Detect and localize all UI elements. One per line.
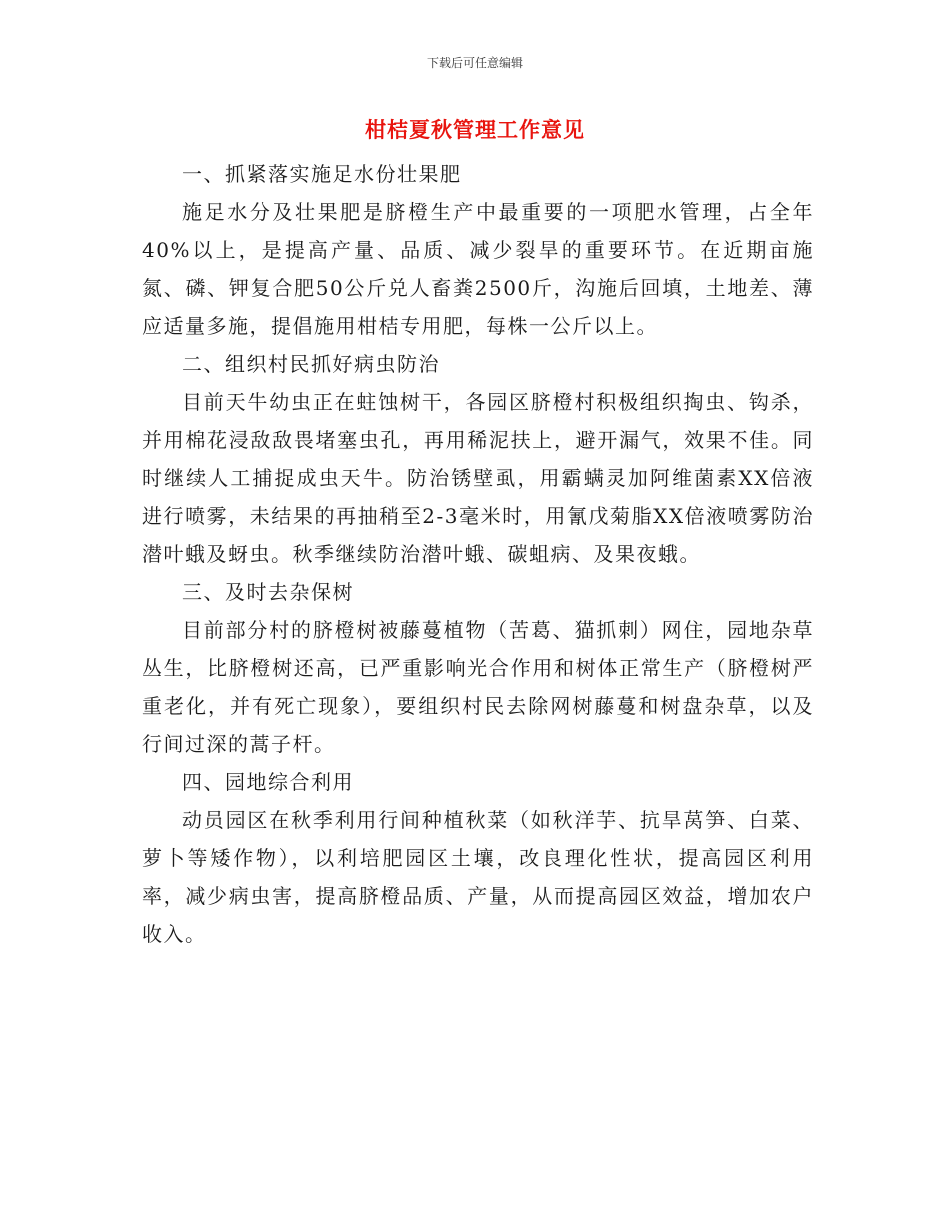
section-heading-1: 一、抓紧落实施足水份壮果肥 xyxy=(182,162,462,186)
section-heading-2: 二、组织村民抓好病虫防治 xyxy=(182,352,440,376)
section-heading-3: 三、及时去杂保树 xyxy=(182,580,354,604)
document-title: 柑桔夏秋管理工作意见 xyxy=(365,118,585,142)
document-body xyxy=(142,155,814,953)
section-paragraph-1: 施足水分及壮果肥是脐橙生产中最重要的一项肥水管理，占全年40%以上，是提高产量、品质、减少裂旱的重要环节。在近期亩施氮、磷、钾复合肥50公斤兑人畜粪2500斤，沟施后回填，土地差、薄应适量多施，提倡施用柑桔专用肥，每株一公斤以上。 xyxy=(142,200,814,338)
section-heading-4: 四、园地综合利用 xyxy=(182,770,354,794)
header-note: 下载后可任意编辑 xyxy=(426,56,523,70)
section-paragraph-3: 目前部分村的脐橙树被藤蔓植物（苦葛、猫抓刺）网住，园地杂草丛生，比脐橙树还高，已严重影响光合作用和树体正常生产（脐橙树严重老化，并有死亡现象），要组织村民去除网树藤蔓和树盘杂草，以及行间过深的蒿子杆。 xyxy=(142,618,814,756)
section-paragraph-4: 动员园区在秋季利用行间种植秋菜（如秋洋芋、抗旱莴笋、白菜、萝卜等矮作物），以利培肥园区土壤，改良理化性状，提高园区利用率，减少病虫害，提高脐橙品质、产量，从而提高园区效益，增加农户收入。 xyxy=(142,808,814,946)
section-paragraph-2: 目前天牛幼虫正在蛀蚀树干，各园区脐橙村积极组织掏虫、钩杀，并用棉花浸敌敌畏堵塞虫孔，再用稀泥扶上，避开漏气，效果不佳。同时继续人工捕捉成虫天牛。防治锈壁虱，用霸螨灵加阿维菌素XX倍液进行喷雾，未结果的再抽稍至2-3毫米时，用氰戊菊脂XX倍液喷雾防治潜叶蛾及蚜虫。秋季继续防治潜叶蛾、碳蛆病、及果夜蛾。 xyxy=(142,390,814,566)
